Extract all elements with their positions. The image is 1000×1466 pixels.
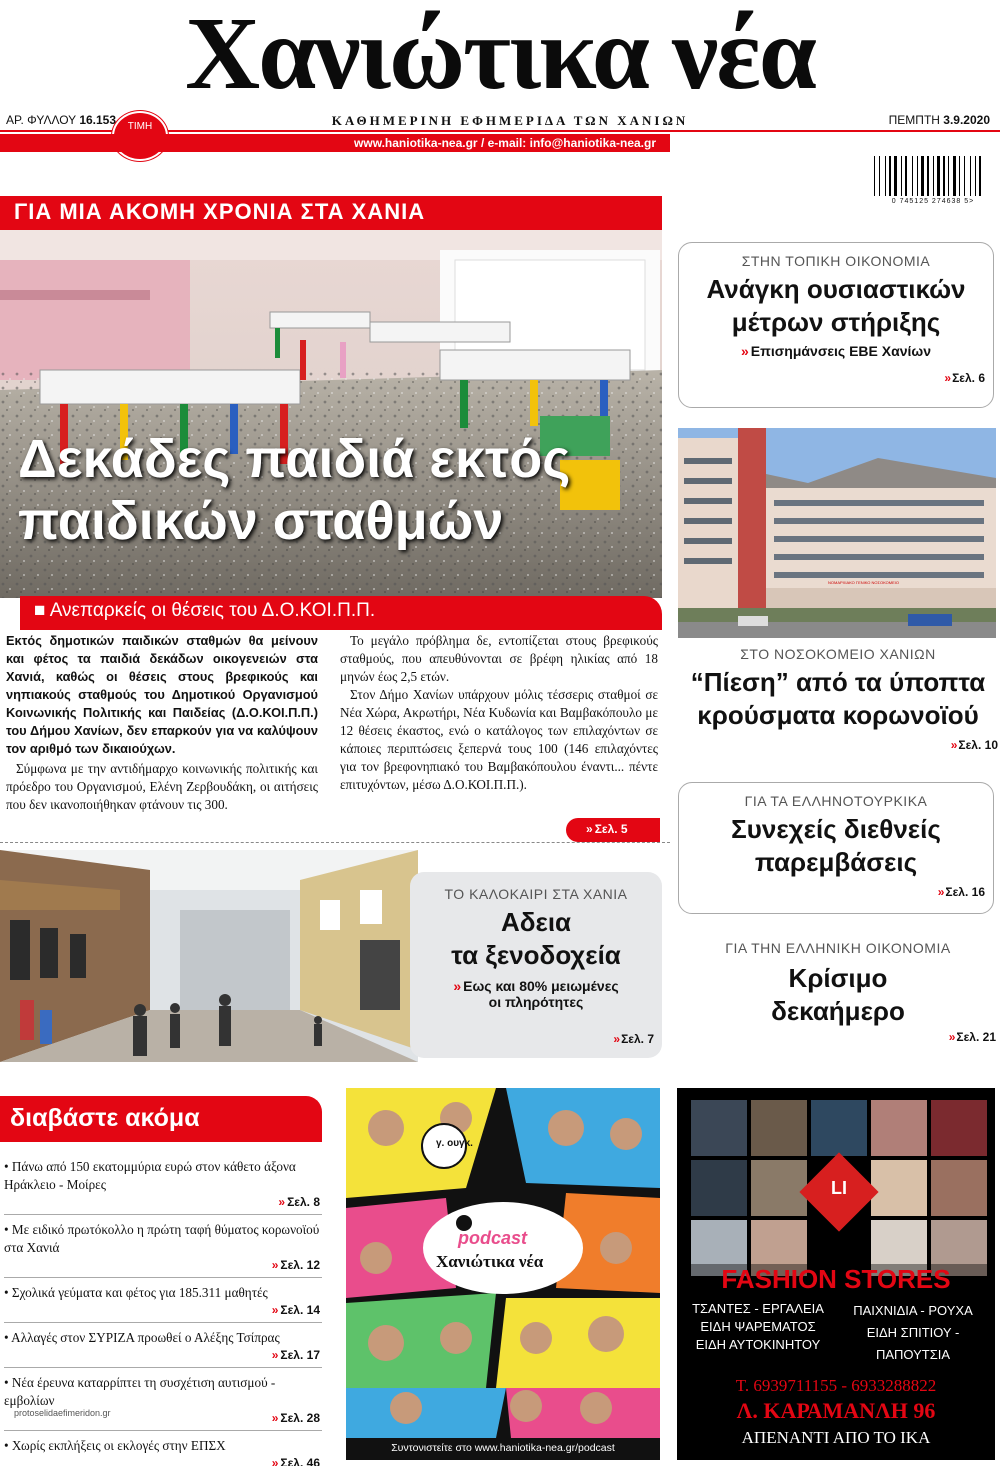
podcast-word: podcast <box>458 1228 528 1248</box>
podcast-advert[interactable] <box>346 1088 660 1460</box>
fashion-address: Λ. ΚΑΡΑΜΑΝΛΗ 96 <box>736 1398 936 1423</box>
section-divider <box>0 842 670 843</box>
hospital-kicker: ΣΤΟ ΝΟΣΟΚΟΜΕΙΟ ΧΑΝΙΩΝ <box>740 646 936 662</box>
greektour-page-ref: » Σελ. 16 <box>937 885 985 899</box>
fashion-right-list: ΠΑΙΧΝΙΔΙΑ - ΡΟΥΧΑ ΕΙΔΗ ΣΠΙΤΙΟΥ - ΠΑΠΟΥΤΣΙΑ <box>853 1303 973 1362</box>
fashion-title: FASHION STORES <box>721 1264 951 1294</box>
chevron-right-icon: » <box>271 1411 277 1425</box>
chevron-right-icon: » <box>271 1258 277 1272</box>
fashion-left-list: ΤΣΑΝΤΕΣ - ΕΡΓΑΛΕΙΑ ΕΙΔΗ ΨΑΡΕΜΑΤΟΣ ΕΙΔΗ ΑΥΤΟΚΙΝΗΤΟΥ <box>692 1301 824 1352</box>
chevron-right-icon: » <box>453 978 460 994</box>
greek-economy-story[interactable] <box>678 940 998 1050</box>
chevron-right-icon: » <box>948 1030 953 1044</box>
hospital-story[interactable] <box>678 646 998 756</box>
masthead <box>0 0 1000 110</box>
barcode-icon <box>872 156 994 196</box>
street-photo <box>0 850 418 1062</box>
lead-section-header: ΓΙΑ ΜΙΑ ΑΚΟΜΗ ΧΡΟΝΙΑ ΣΤΑ ΧΑΝΙΑ <box>0 196 662 230</box>
read-more-header: διαβάστε ακόμα <box>0 1096 322 1142</box>
chevron-right-icon: » <box>271 1303 277 1317</box>
contact-bar <box>0 134 670 152</box>
hospital-headline-line1: “Πίεση” από τα ύποπτα <box>690 667 986 697</box>
chevron-right-icon: » <box>937 885 942 899</box>
watermark: protoselidaefimeridon.gr <box>14 1408 111 1418</box>
greekecon-page-ref: » Σελ. 21 <box>948 1030 996 1044</box>
chevron-right-icon: » <box>950 738 955 752</box>
date-value: 3.9.2020 <box>943 113 990 127</box>
lead-column-2 <box>340 632 658 794</box>
fashion-note: ΑΠΕΝΑΝΤΙ ΑΠΟ ΤΟ ΙΚΑ <box>741 1428 931 1447</box>
greek-turkish-story-box[interactable] <box>678 782 994 914</box>
summer-sub: » Εως και 80% μειωμένες <box>453 978 619 994</box>
hospital-sign: ΝΟΜΑΡΧΙΑΚΟ ΓΕΝΙΚΟ ΝΟΣΟΚΟΜΕΙΟ <box>828 580 899 585</box>
podcast-badge: γ. ουγκ. <box>436 1138 473 1149</box>
lead-paragraph: Σύμφωνα με την αντιδήμαρχο κοινωνικής πολιτικής και πρόεδρο του Οργανισμού, Ελένη Ζερβουδάκη, οι αιτήσεις που δεν ικανοποιήθηκαν φτάνουν τις 300. <box>6 761 318 812</box>
summer-headline-line1: Αδεια <box>500 907 572 937</box>
chevron-right-icon: » <box>740 343 747 359</box>
econ-kicker: ΣΤΗΝ ΤΟΠΙΚΗ ΟΙΚΟΝΟΜΙΑ <box>741 253 931 269</box>
hospital-photo <box>678 428 996 638</box>
list-item[interactable]: • Πάνω από 150 εκατομμύρια ευρώ στον κάθετο άξονα Ηράκλειο - Μοίρες » Σελ. 8 <box>4 1158 322 1215</box>
tagline: ΚΑΘΗΜΕΡΙΝΗ ΕΦΗΜΕΡΙΔΑ ΤΩΝ ΧΑΝΙΩΝ <box>331 113 689 128</box>
lead-column-1 <box>6 632 318 814</box>
econ-headline-line2: μέτρων στήριξης <box>731 307 941 337</box>
weekday: ΠΕΜΠΤΗ <box>888 113 940 127</box>
issue-date <box>889 113 990 127</box>
contact-link[interactable]: www.haniotika-nea.gr / e-mail: info@haniotika-nea.gr <box>354 136 656 150</box>
summer-headline-line2: τα ξενοδοχεία <box>451 940 621 970</box>
lead-page-ref[interactable] <box>566 818 660 842</box>
greektour-headline-line1: Συνεχείς διεθνείς <box>731 814 941 844</box>
chevron-right-icon: » <box>613 1032 618 1046</box>
greektour-headline-line2: παρεμβάσεις <box>754 847 918 877</box>
lead-headline-line1: Δεκάδες παιδιά εκτός <box>18 429 571 489</box>
summer-page-ref: » Σελ. 7 <box>613 1032 654 1046</box>
lead-paragraph: Στον Δήμο Χανίων υπάρχουν μόλις τέσσερις σταθμοί σε Νέα Χώρα, Ακρωτήρι, Νέα Κυδωνία και Βαμβακόπουλο με 12 θέσεις έκαστος, ενώ ο κατάλογος των επιλαχόντων σε κάποιες περιπτώσεις ξεπερνά τους 100 (146 επιλαχόντες για τον βρεφονηπιακό του Βαμβακόπουλου έναντι... πέντε επιτυχόντων, μέσω Δ.Ο.ΚΟΙ.Π.Π.). <box>340 687 658 792</box>
lead-page-ref-label: Σελ. 5 <box>594 822 628 836</box>
issue-number: 16.153 <box>79 113 117 127</box>
newspaper-title: Χανιώτικα νέα <box>185 0 815 111</box>
lead-headline-line2: παιδικών σταθμών <box>18 491 504 551</box>
hospital-page-ref: » Σελ. 10 <box>950 738 998 752</box>
read-more-list <box>4 1158 322 1466</box>
podcast-footer: Συντονιστείτε στο www.haniotika-nea.gr/podcast <box>391 1442 615 1454</box>
fashion-stores-advert[interactable] <box>677 1088 995 1460</box>
greekecon-headline-line1: Κρίσιμο <box>788 963 888 993</box>
price-label: ΤΙΜΗ <box>127 121 153 132</box>
fashion-logo: LI <box>831 1178 847 1198</box>
issue-label: ΑΡ. ΦΥΛΛΟΥ <box>6 113 76 127</box>
lead-intro: Εκτός δημοτικών παιδικών σταθμών θα μείνουν και φέτος τα παιδιά δεκάδων οικογενειών στα Χανιά, καθώς οι θέσεις στους βρεφικούς και νηπιακούς σταθμούς του Δημοτικού Οργανισμού Κοινωνικής Πολιτικής και Παιδείας (Δ.Ο.ΚΟΙ.Π.Π.) του Δήμου Χανίων, δεν επαρκούν για να καλύψουν τον αριθμό των δικαιούχων. <box>6 633 318 756</box>
chevron-right-icon: » <box>944 371 949 385</box>
econ-page-ref: » Σελ. 6 <box>944 371 985 385</box>
greekecon-headline-line2: δεκαήμερο <box>771 996 905 1026</box>
greektour-kicker: ΓΙΑ ΤΑ ΕΛΛΗΝΟΤΟΥΡΚΙΚΑ <box>744 793 928 809</box>
list-item[interactable]: • Σχολικά γεύματα και φέτος για 185.311 μαθητές » Σελ. 14 <box>4 1284 322 1323</box>
lead-subheadline: ■ Ανεπαρκείς οι θέσεις του Δ.Ο.ΚΟΙ.Π.Π. <box>20 596 662 630</box>
econ-sub: » Επισημάνσεις ΕΒΕ Χανίων <box>740 343 932 359</box>
list-item[interactable]: • Χωρίς εκπλήξεις οι εκλογές στην ΕΠΣΧ » Σελ. 46 <box>4 1437 322 1466</box>
barcode <box>872 156 994 205</box>
econ-story-box[interactable] <box>678 242 994 408</box>
lead-paragraph: Το μεγάλο πρόβλημα δε, εντοπίζεται στους βρεφικούς σταθμούς, που απευθύνονται σε βρέφη ηλικίας από 18 μηνών έως 2,5 ετών. <box>340 633 658 684</box>
chevron-right-icon: » <box>278 1195 284 1209</box>
list-item[interactable]: • Με ειδικό πρωτόκολλο η πρώτη ταφή θύματος κορωνοϊού στα Χανιά » Σελ. 12 <box>4 1221 322 1278</box>
podcast-brand: Χανιώτικα νέα <box>436 1252 544 1271</box>
lead-headline[interactable] <box>18 428 658 552</box>
hospital-headline-line2: κρούσματα κορωνοϊού <box>697 700 979 730</box>
summer-kicker: ΤΟ ΚΑΛΟΚΑΙΡΙ ΣΤΑ ΧΑΝΙΑ <box>444 886 628 902</box>
econ-headline-line1: Ανάγκη ουσιαστικών <box>706 274 966 304</box>
chevron-right-icon: » <box>271 1456 277 1466</box>
fashion-phone: Τ. 6939711155 - 6933288822 <box>735 1376 937 1395</box>
summer-sub-line2: οι πληρότητες <box>488 994 584 1010</box>
chevron-right-icon: » <box>271 1348 277 1362</box>
greekecon-kicker: ΓΙΑ ΤΗΝ ΕΛΛΗΝΙΚΗ ΟΙΚΟΝΟΜΙΑ <box>725 940 951 956</box>
list-item[interactable]: • Αλλαγές στον ΣΥΡΙΖΑ προωθεί ο Αλέξης Τσίπρας » Σελ. 17 <box>4 1329 322 1368</box>
issue-info <box>6 113 116 127</box>
barcode-number: 0 745125 274638 5> <box>891 198 975 205</box>
summer-story-box[interactable] <box>410 872 662 1058</box>
list-item[interactable]: • Νέα έρευνα καταρρίπτει τη συσχέτιση αυτισμού - εμβολίων » Σελ. 28 <box>4 1374 322 1431</box>
chevron-right-icon: » <box>586 822 591 836</box>
